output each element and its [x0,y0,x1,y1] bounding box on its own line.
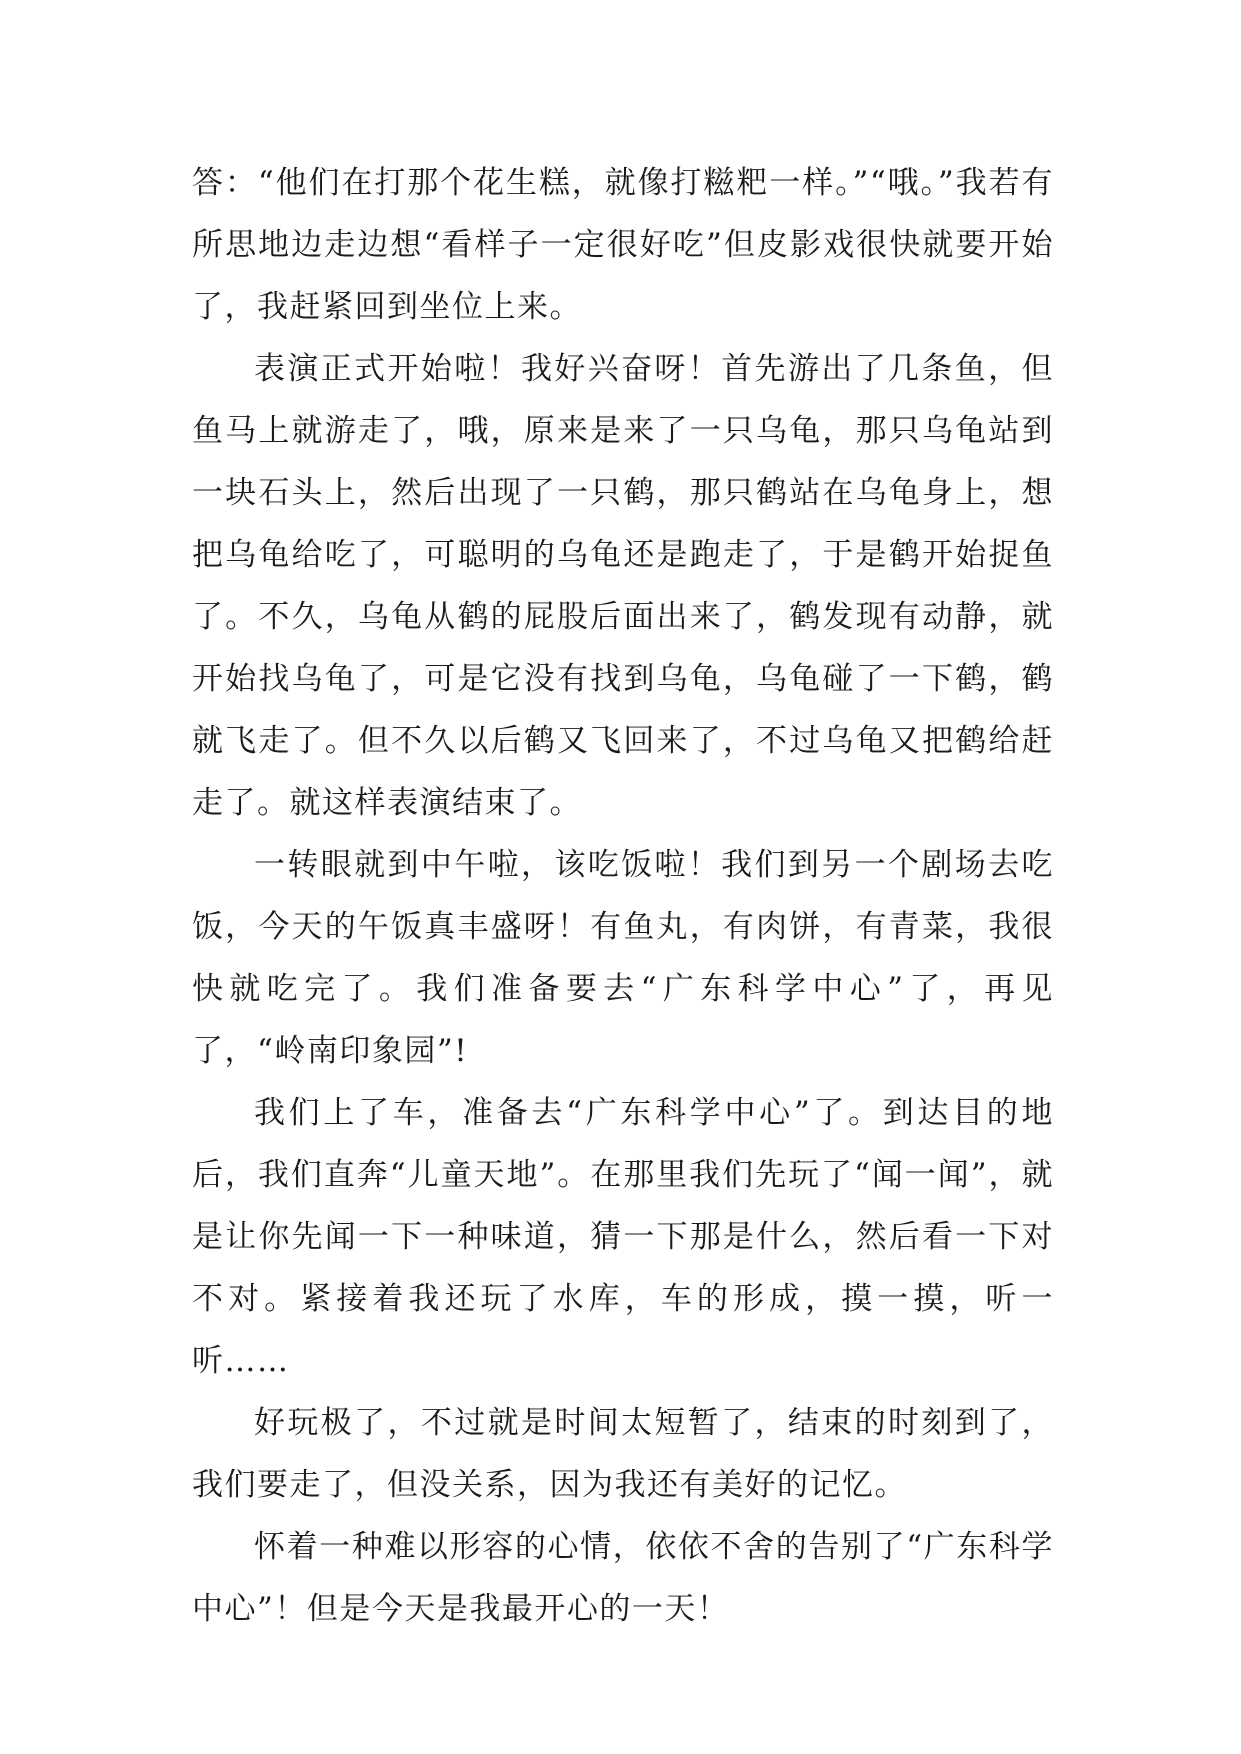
paragraph-lunch: 一转眼就到中午啦，该吃饭啦！我们到另一个剧场去吃饭，今天的午饭真丰盛呀！有鱼丸，有肉饼，有青菜，我很快就吃完了。我们准备要去“广东科学中心”了，再见了，“岭南印象园”! [192,847,1054,1069]
paragraph-performance: 表演正式开始啦！我好兴奋呀！首先游出了几条鱼，但鱼马上就游走了，哦，原来是来了一只乌龟，那只乌龟站到一块石头上，然后出现了一只鹤，那只鹤站在乌龟身上，想把乌龟给吃了，可聪明的乌龟还是跑走了，于是鹤开始捉鱼了。不久，乌龟从鹤的屁股后面出来了，鹤发现有动静，就开始找乌龟了，可是它没有找到乌龟，乌龟碰了一下鹤，鹤就飞走了。但不久以后鹤又飞回来了，不过乌龟又把鹤给赶走了。就这样表演结束了。 [192,351,1054,821]
document-body [192,152,1054,1640]
paragraph-science-center: 我们上了车，准备去“广东科学中心”了。到达目的地后，我们直奔“儿童天地”。在那里我们先玩了“闻一闻”，就是让你先闻一下一种味道，猜一下那是什么，然后看一下对不对。紧接着我还玩了水库，车的形成，摸一摸，听一听…… [192,1095,1054,1379]
paragraph-continuation: 答：“他们在打那个花生糕，就像打糍粑一样。”“哦。”我若有所思地边走边想“看样子一定很好吃”但皮影戏很快就要开始了，我赶紧回到坐位上来。 [192,165,1054,325]
paragraph-farewell: 怀着一种难以形容的心情，依依不舍的告别了“广东科学中心”！但是今天是我最开心的一天！ [192,1529,1054,1627]
paragraph-fun: 好玩极了，不过就是时间太短暂了，结束的时刻到了，我们要走了，但没关系，因为我还有美好的记忆。 [192,1405,1054,1503]
